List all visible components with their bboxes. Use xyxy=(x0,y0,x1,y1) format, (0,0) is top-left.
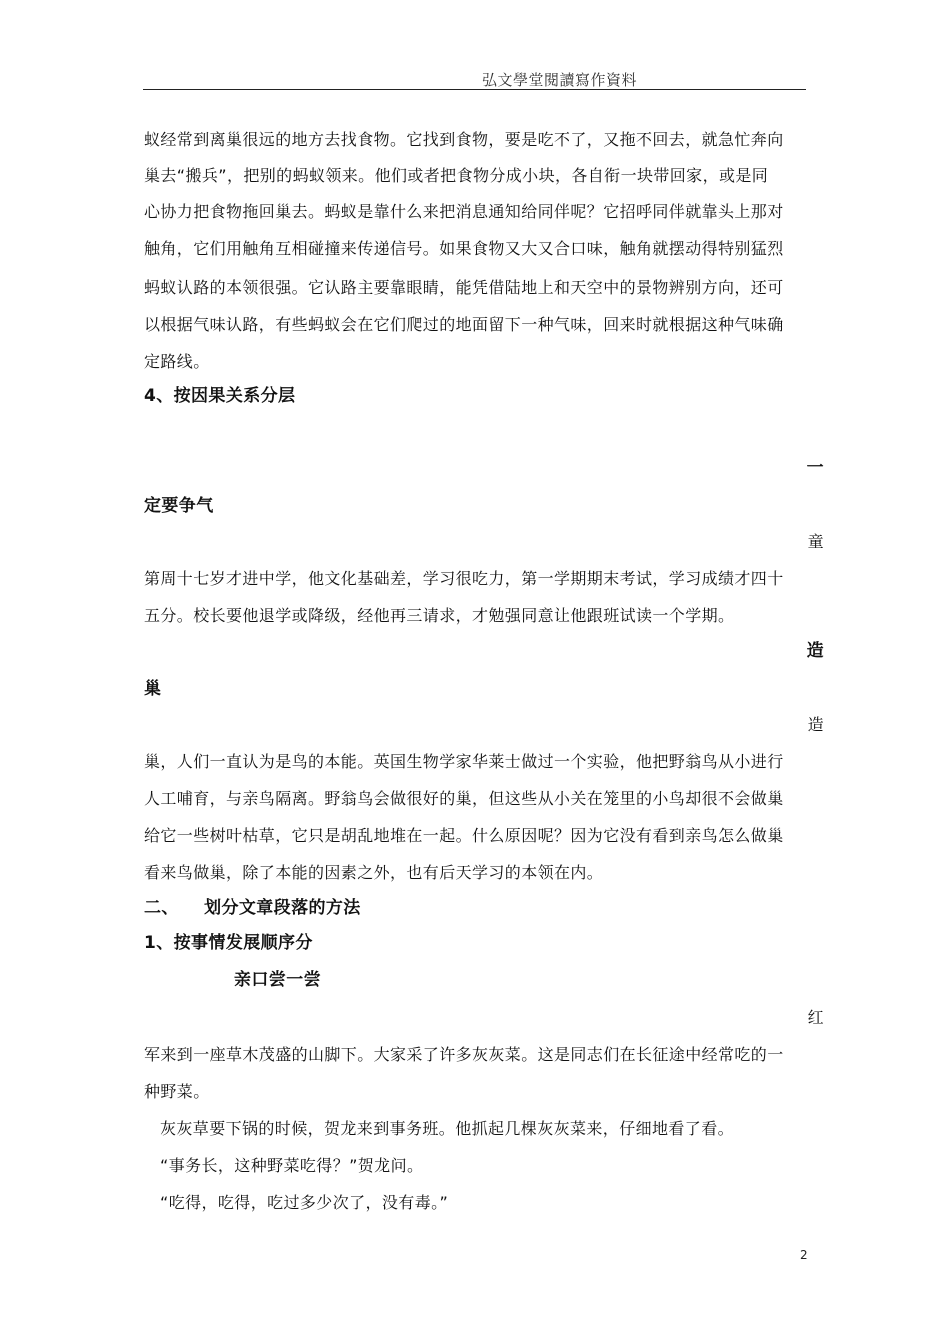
body-line: 灰灰草要下锅的时候，贺龙来到事务班。他抓起几棵灰灰菜来，仔细地看了看。 xyxy=(160,1119,735,1138)
body-fragment: 造 xyxy=(807,715,824,734)
title-fragment: 一 xyxy=(806,458,824,478)
page-number: 2 xyxy=(800,1248,808,1262)
body-line: 五分。校长要他退学或降级，经他再三请求，才勉强同意让他跟班试读一个学期。 xyxy=(144,606,735,625)
body-line: 巢，人们一直认为是鸟的本能。英国生物学家华莱士做过一个实验，他把野翁鸟从小进行 xyxy=(144,752,784,771)
body-line: 人工哺育，与亲鸟隔离。野翁鸟会做很好的巢，但这些从小关在笼里的小鸟却很不会做巢 xyxy=(144,789,784,808)
story-title: 巢 xyxy=(144,679,162,699)
body-line: 军来到一座草木茂盛的山脚下。大家采了许多灰灰菜。这是同志们在长征途中经常吃的一 xyxy=(144,1045,784,1064)
body-line: 巢去“搬兵”，把别的蚂蚁领来。他们或者把食物分成小块，各自衔一块带回家，或是同 xyxy=(144,166,769,185)
title-fragment: 造 xyxy=(806,641,824,661)
body-line: 以根据气味认路，有些蚂蚁会在它们爬过的地面留下一种气味，回来时就根据这种气味确 xyxy=(144,315,784,334)
story-title: 定要争气 xyxy=(144,496,214,516)
section-heading: 4、按因果关系分层 xyxy=(144,386,296,406)
header-title: 弘文學堂閱讀寫作資料 xyxy=(482,71,638,89)
body-line: 蚁经常到离巢很远的地方去找食物。它找到食物，要是吃不了，又拖不回去，就急忙奔向 xyxy=(144,130,784,149)
body-line: 看来鸟做巢，除了本能的因素之外，也有后天学习的本领在内。 xyxy=(144,863,604,882)
body-line: 触角，它们用触角互相碰撞来传递信号。如果食物又大又合口味，触角就摆动得特别猛烈 xyxy=(144,239,784,258)
body-line: 种野菜。 xyxy=(144,1082,210,1101)
body-line: 心协力把食物拖回巢去。蚂蚁是靠什么来把消息通知给同伴呢？它招呼同伴就靠头上那对 xyxy=(144,202,784,221)
header-rule xyxy=(143,89,806,90)
body-fragment: 红 xyxy=(807,1008,824,1027)
dialogue-line: “吃得，吃得，吃过多少次了，没有毒。” xyxy=(160,1193,449,1212)
dialogue-line: “事务长，这种野菜吃得？”贺龙问。 xyxy=(160,1156,424,1175)
section-heading: 二、 划分文章段落的方法 xyxy=(144,898,361,918)
section-heading: 1、按事情发展顺序分 xyxy=(144,933,313,953)
body-line: 第周十七岁才进中学，他文化基础差，学习很吃力，第一学期期末考试，学习成绩才四十 xyxy=(144,569,784,588)
body-line: 蚂蚁认路的本领很强。它认路主要靠眼睛，能凭借陆地上和天空中的景物辨别方向，还可 xyxy=(144,278,784,297)
body-line: 定路线。 xyxy=(144,352,210,371)
body-fragment: 童 xyxy=(807,532,824,551)
body-line: 给它一些树叶枯草，它只是胡乱地堆在一起。什么原因呢？因为它没有看到亲鸟怎么做巢 xyxy=(144,826,784,845)
story-title: 亲口尝一尝 xyxy=(234,970,321,990)
